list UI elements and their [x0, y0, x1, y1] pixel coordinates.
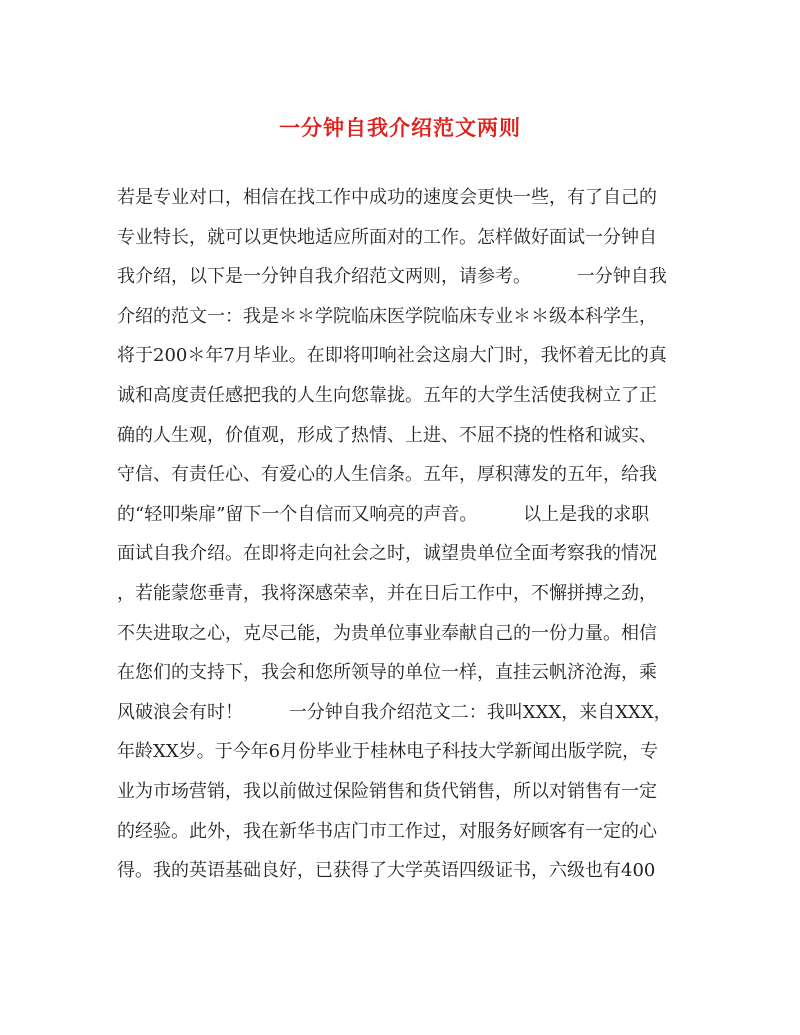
- document-body: [117, 178, 677, 891]
- body-line: 在您们的支持下，我会和您所领导的单位一样，直挂云帆济沧海，乘: [117, 662, 657, 684]
- body-line: 得。我的英语基础良好，已获得了大学英语四级证书，六级也有400: [117, 860, 656, 882]
- body-line: 我介绍，以下是一分钟自我介绍范文两则，请参考。 一分钟自我: [117, 266, 667, 288]
- body-line: 的“轻叩柴扉”留下一个自信而又响亮的声音。 以上是我的求职: [117, 503, 650, 525]
- body-line: 守信、有责任心、有爱心的人生信条。五年，厚积薄发的五年，给我: [117, 464, 657, 486]
- body-line: ，若能蒙您垂青，我将深感荣幸，并在日后工作中，不懈拼搏之劲，: [117, 582, 657, 604]
- body-line: 将于200＊年7月毕业。在即将叩响社会这扇大门时，我怀着无比的真: [117, 345, 667, 367]
- body-line: 风破浪会有时！ 一分钟自我介绍范文二：我叫XXX，来自XXX，: [117, 701, 672, 723]
- body-line: 专业特长，就可以更快地适应所面对的工作。怎样做好面试一分钟自: [117, 226, 657, 248]
- body-line: 面试自我介绍。在即将走向社会之时，诚望贵单位全面考察我的情况: [117, 543, 657, 565]
- body-line: 业为市场营销，我以前做过保险销售和货代销售，所以对销售有一定: [117, 780, 657, 802]
- body-line: 不失进取之心，克尽己能，为贵单位事业奉献自己的一份力量。相信: [117, 622, 657, 644]
- body-line: 诚和高度责任感把我的人生向您靠拢。五年的大学生活使我树立了正: [117, 384, 657, 406]
- body-line: 的经验。此外，我在新华书店门市工作过，对服务好顾客有一定的心: [117, 820, 657, 842]
- body-line: 确的人生观，价值观，形成了热情、上进、不屈不挠的性格和诚实、: [117, 424, 657, 446]
- body-line: 年龄XX岁。于今年6月份毕业于桂林电子科技大学新闻出版学院，专: [117, 741, 659, 763]
- document-title: 一分钟自我介绍范文两则: [279, 115, 521, 140]
- body-line: 若是专业对口，相信在找工作中成功的速度会更快一些，有了自己的: [117, 187, 657, 208]
- body-line: 介绍的范文一：我是＊＊学院临床医学院临床专业＊＊级本科学生，: [117, 305, 657, 327]
